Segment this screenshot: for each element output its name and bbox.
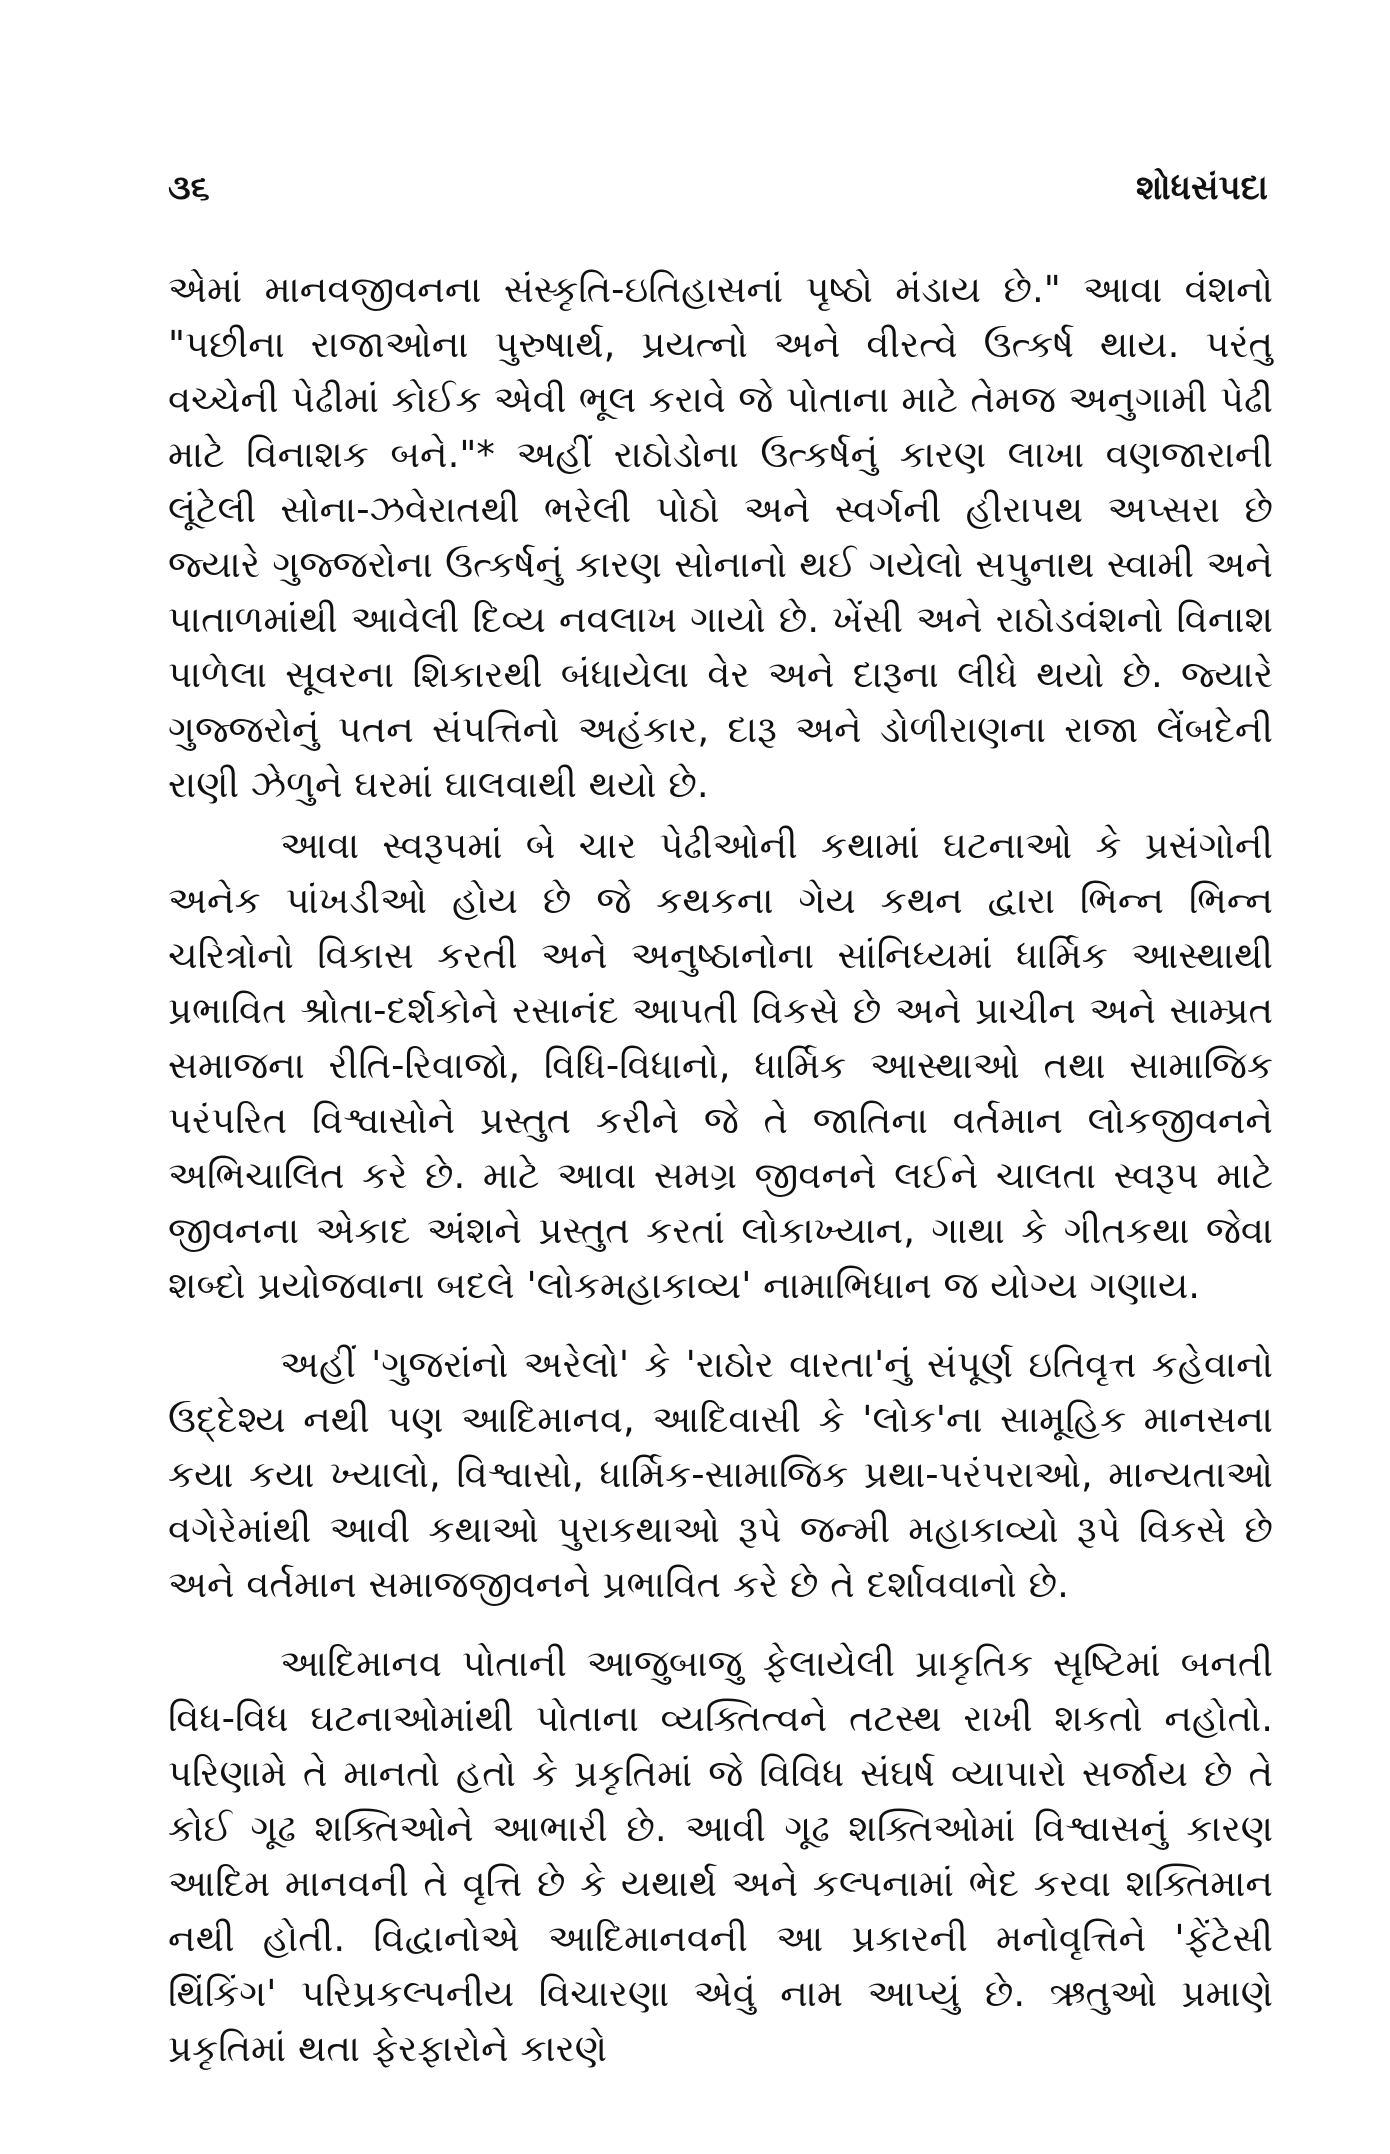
- book-title: શોધસંપદા: [1135, 168, 1268, 208]
- running-head: [168, 168, 1268, 218]
- paragraph-continued: એમાં માનવજીવનના સંસ્કૃતિ-ઇતિહાસનાં પૃષ્ઠો મંડાય છે." આવા વંશનો "પછીના રાજાઓના પુરુષાર્થ, પ્રયત્નો અને વીરત્વે ઉત્કર્ષ થાય. પરંતુ વચ્ચેની પેઢીમાં કોઈક એવી ભૂલ કરાવે જે પોતાના માટે તેમજ અનુગામી પેઢી માટે વિનાશક બને."* અહીં રાઠોડોના ઉત્કર્ષનું કારણ લાખા વણજારાની લૂંટેલી સોના-ઝવેરાતથી ભરેલી પોઠો અને સ્વર્ગની હીરાપથ અપ્સરા છે જ્યારે ગુજ્જરોના ઉત્કર્ષનું કારણ સોનાનો થઈ ગયેલો સપુનાથ સ્વામી અને પાતાળમાંથી આવેલી દિવ્ય નવલાખ ગાયો છે. ખેંસી અને રાઠોડવંશનો વિનાશ પાળેલા સૂવરના શિકારથી બંધાયેલા વેર અને દારૂના લીધે થયો છે. જ્યારે ગુજ્જરોનું પતન સંપત્તિનો અહંકાર, દારૂ અને ડોળીરાણના રાજા લેંબદેની રાણી ઝેળુને ઘરમાં ઘાલવાથી થયો છે.: [168, 268, 1273, 806]
- paragraph-adimanav: આદિમાનવ પોતાની આજુબાજુ ફેલાયેલી પ્રાકૃતિક સૃષ્ટિમાં બનતી વિધ-વિધ ઘટનાઓમાંથી પોતાના વ્યક્તિત્વને તટસ્થ રાખી શકતો નહોતો. પરિણામે તે માનતો હતો કે પ્રકૃતિમાં જે વિવિધ સંઘર્ષ વ્યાપારો સર્જાય છે તે કોઈ ગૂઢ શક્તિઓને આભારી છે. આવી ગૂઢ શક્તિઓમાં વિશ્વાસનું કારણ આદિમ માનવની તે વૃત્તિ છે કે યથાર્થ અને કલ્પનામાં ભેદ કરવા શક્તિમાન નથી હોતી. વિદ્વાનોએ આદિમાનવની આ પ્રકારની મનોવૃત્તિને 'ફેંટેસી થિંકિંગ' પરિપ્રકલ્પનીય વિચારણા એવું નામ આપ્યું છે. ઋતુઓ પ્રમાણે પ્રકૃતિમાં થતા ફેરફારોને કારણે: [168, 1642, 1273, 2070]
- page-number: ૩૬: [168, 168, 210, 208]
- paragraph-lokmahakavya: આવા સ્વરૂપમાં બે ચાર પેઢીઓની કથામાં ઘટનાઓ કે પ્રસંગોની અનેક પાંખડીઓ હોય છે જે કથકના ગેય કથન દ્વારા ભિન્ન ભિન્ન ચરિત્રોનો વિકાસ કરતી અને અનુષ્ઠાનોના સાંનિધ્યમાં ધાર્મિક આસ્થાથી પ્રભાવિત શ્રોતા-દર્શકોને રસાનંદ આપતી વિકસે છે અને પ્રાચીન અને સામ્પ્રત સમાજના રીતિ-રિવાજો, વિધિ-વિધાનો, ધાર્મિક આસ્થાઓ તથા સામાજિક પરંપરિત વિશ્વાસોને પ્રસ્તુત કરીને જે તે જાતિના વર્તમાન લોકજીવનને અભિચાલિત કરે છે. માટે આવા સમગ્ર જીવનને લઈને ચાલતા સ્વરૂપ માટે જીવનના એકાદ અંશને પ્રસ્તુત કરતાં લોકાખ્યાન, ગાથા કે ગીતકથા જેવા શબ્દો પ્રયોજવાના બદલે 'લોકમહાકાવ્ય' નામાભિધાન જ યોગ્ય ગણાય.: [168, 824, 1273, 1307]
- body-text: [168, 262, 1273, 2076]
- paragraph-purpose: અહીં 'ગુજરાંનો અરેલો' કે 'રાઠોર વારતા'નું સંપૂર્ણ ઇતિવૃત્ત કહેવાનો ઉદ્દેશ્ય નથી પણ આદિમાનવ, આદિવાસી કે 'લોક'ના સામૂહિક માનસના કયા કયા ખ્યાલો, વિશ્વાસો, ધાર્મિક-સામાજિક પ્રથા-પરંપરાઓ, માન્યતાઓ વગેરેમાંથી આવી કથાઓ પુરાકથાઓ રૂપે જન્મી મહાકાવ્યો રૂપે વિકસે છે અને વર્તમાન સમાજજીવનને પ્રભાવિત કરે છે તે દર્શાવવાનો છે.: [168, 1343, 1273, 1606]
